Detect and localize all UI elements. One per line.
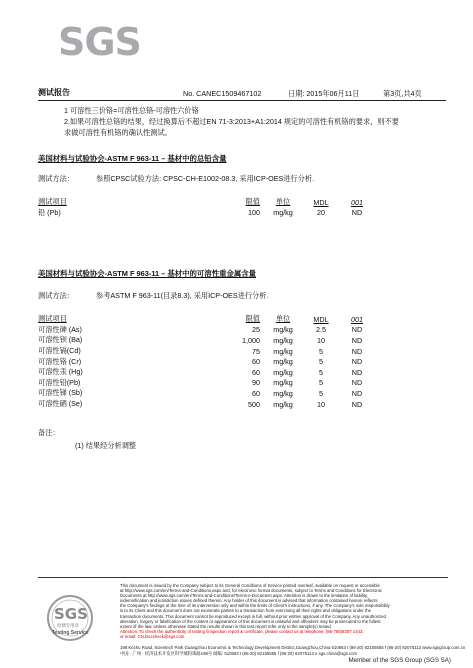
table-row bbox=[38, 367, 378, 378]
col-header-mdl: MDL bbox=[313, 197, 329, 207]
row-item: 铅 (Pb) bbox=[38, 207, 61, 217]
row-mdl: 10 bbox=[317, 335, 325, 345]
table-header-row bbox=[38, 314, 378, 325]
row-mdl: 5 bbox=[319, 346, 323, 356]
disclaimer-line: transaction documents. This document cannot be reproduced except in full, without prior written approval of the Company. Any unauthorized bbox=[120, 613, 386, 619]
row-mdl: 2.5 bbox=[316, 325, 326, 335]
row-mdl: 5 bbox=[319, 367, 323, 377]
row-item: 可溶性铬 (Cr) bbox=[38, 356, 82, 366]
row-unit: mg/kg bbox=[273, 357, 293, 367]
col-header-result: 001 bbox=[351, 197, 363, 207]
note-line-1: 1 可溶性三价铬=可溶性总铬-可溶性六价铬 bbox=[64, 106, 199, 115]
row-limit: 60 bbox=[252, 357, 260, 367]
row-mdl: 5 bbox=[319, 378, 323, 388]
row-result: ND bbox=[351, 367, 363, 377]
disclaimer-line: at http://www.sgs.com/en/Terms-and-Conditions.aspx and, for electronic format documents, subject to Terms and Conditions for Electronic bbox=[120, 588, 382, 594]
address-chinese: 中国 · 广州 · 经济技术开发区科学城科珠路198号 邮编: 510663 t (86-20) 82155555 f (86-20) 82075113 e sgs.china@sgs.com bbox=[120, 651, 358, 656]
address-english: 198 Kezhu Road, Scientech Park Guangzhou Economic & Technology Development District,Guangzhou,China 510663 t (86-20) 82155555 f (86-20) 82075113 www.sgsgroup.com.cn bbox=[120, 645, 466, 650]
row-unit: mg/kg bbox=[273, 208, 293, 218]
row-result: ND bbox=[351, 388, 363, 398]
row-item: 可溶性镉(Cd) bbox=[38, 346, 81, 356]
disclaimer-line: the Company's findings at the time of its intervention only and within the limits of Client's instructions, if any. The Company's sole responsibility bbox=[120, 603, 390, 609]
col-header-item: 测试项目 bbox=[38, 314, 67, 324]
table-row bbox=[38, 208, 378, 219]
row-unit: mg/kg bbox=[273, 378, 293, 388]
row-item: 可溶性硒 (Se) bbox=[38, 399, 83, 409]
row-limit: 25 bbox=[252, 325, 260, 335]
row-item: 可溶性锑 (Sb) bbox=[38, 388, 83, 398]
note-line-2: 2.如果可溶性总铬的结果，经过换算后不超过EN 71-3:2013+A1:2014 规定的可溶性有机铬的要求，则不要 bbox=[64, 117, 399, 126]
seal-text: SGS bbox=[54, 605, 88, 623]
report-number: No. CANEC1509467102 bbox=[183, 89, 262, 98]
section2-method-label: 测试方法： bbox=[38, 291, 74, 300]
row-unit: mg/kg bbox=[273, 335, 293, 345]
note-line-3: 求做可溶性有机铬的确认性测试。 bbox=[64, 128, 172, 137]
row-unit: mg/kg bbox=[273, 399, 293, 409]
row-limit: 90 bbox=[252, 378, 260, 388]
section1-heading: 美国材料与试验协会-ASTM F 963-11 – 基材中的总铅含量 bbox=[38, 154, 227, 163]
row-mdl: 20 bbox=[317, 208, 325, 218]
row-mdl: 10 bbox=[317, 399, 325, 409]
row-limit: 75 bbox=[252, 346, 260, 356]
section1-method-text: 参照CPSC试验方法: CPSC-CH-E1002-08.3, 采用ICP-OES进行分析. bbox=[96, 174, 315, 183]
section1-results-table bbox=[38, 197, 378, 218]
sgs-logo-text: SGS bbox=[58, 20, 141, 64]
row-result: ND bbox=[351, 357, 363, 367]
row-result: ND bbox=[351, 335, 363, 345]
report-date: 日期: 2015年06月11日 bbox=[288, 89, 360, 98]
row-unit: mg/kg bbox=[273, 388, 293, 398]
legal-disclaimer bbox=[120, 583, 450, 639]
row-item: 可溶性砷 (As) bbox=[38, 324, 82, 334]
section2-results-table bbox=[38, 314, 378, 409]
row-mdl: 5 bbox=[319, 357, 323, 367]
col-header-unit: 单位 bbox=[275, 314, 291, 324]
disclaimer-line: This document is issued by the Company subject to its General Conditions of Service printed overleaf, available on request or accessible bbox=[120, 583, 380, 588]
col-header-mdl: MDL bbox=[313, 314, 329, 324]
remarks-item: (1) 结果经分析调整 bbox=[75, 441, 137, 450]
row-limit: 500 bbox=[248, 399, 260, 409]
seal-caption-cn: 检测专用章 bbox=[57, 623, 79, 628]
table-row bbox=[38, 378, 378, 389]
authenticity-email: or email: CN.Doccheck@sgs.com bbox=[120, 633, 185, 639]
table-row bbox=[38, 388, 378, 399]
table-row bbox=[38, 335, 378, 346]
page-indicator: 第3页,共4页 bbox=[383, 89, 422, 98]
seal-caption-en: Testing Service bbox=[52, 630, 89, 636]
row-mdl: 5 bbox=[319, 388, 323, 398]
table-row bbox=[38, 399, 378, 410]
table-row bbox=[38, 346, 378, 357]
row-unit: mg/kg bbox=[273, 325, 293, 335]
col-header-result: 001 bbox=[351, 314, 363, 324]
row-unit: mg/kg bbox=[273, 367, 293, 377]
section2-heading: 美国材料与试验协会-ASTM F 963-11 – 基材中的可溶性重金属含量 bbox=[38, 269, 257, 278]
row-item: 可溶性钡 (Ba) bbox=[38, 335, 83, 345]
section1-method-label: 测试方法： bbox=[38, 174, 74, 183]
member-statement: Member of the SGS Group (SGS SA) bbox=[348, 657, 451, 664]
row-item: 可溶性铅(Pb) bbox=[38, 377, 81, 387]
table-header-row bbox=[38, 197, 378, 208]
col-header-limit: 限值 bbox=[245, 314, 260, 324]
testing-seal bbox=[38, 590, 102, 654]
authenticity-notice: Attention: To check the authenticity of testing /inspection report & certificate, please contact us at telephone: (86-755)8307 1443, bbox=[120, 628, 364, 634]
sgs-logo bbox=[58, 20, 141, 64]
disclaimer-line: Documents at http://www.sgs.com/en/Terms-and-Conditions/Terms-e-Document.aspx. Attention is drawn to the limitation of liability, bbox=[120, 593, 369, 599]
header-divider bbox=[38, 100, 446, 101]
row-item: 可溶性汞 (Hg) bbox=[38, 367, 83, 377]
row-limit: 60 bbox=[252, 388, 260, 398]
col-header-limit: 限值 bbox=[245, 197, 260, 207]
footer-divider bbox=[38, 577, 448, 578]
col-header-item: 测试项目 bbox=[38, 197, 67, 207]
row-result: ND bbox=[351, 399, 363, 409]
section2-method-text: 参考ASTM F 963-11(目录8.3), 采用ICP-OES进行分析. bbox=[96, 291, 269, 300]
disclaimer-line: alteration, forgery or falsification of the content or appearance of this document is unlawful and offenders may be prosecuted to the fullest bbox=[120, 618, 381, 624]
row-limit: 1,000 bbox=[242, 335, 260, 345]
table-row bbox=[38, 325, 378, 336]
row-unit: mg/kg bbox=[273, 346, 293, 356]
remarks-label: 备注： bbox=[38, 428, 60, 437]
disclaimer-line: indemnification and jurisdiction issues defined therein. Any holder of this document is advised that information contained hereon reflects bbox=[120, 598, 378, 604]
disclaimer-line: extent of the law. Unless otherwise stated the results shown in this test report refer only to the sample(s) tested. bbox=[120, 623, 332, 629]
report-title: 测试报告 bbox=[38, 88, 70, 97]
row-result: ND bbox=[351, 208, 363, 218]
table-row bbox=[38, 356, 378, 367]
row-result: ND bbox=[351, 378, 363, 388]
row-result: ND bbox=[351, 325, 363, 335]
col-header-unit: 单位 bbox=[275, 197, 291, 207]
row-limit: 60 bbox=[252, 367, 260, 377]
disclaimer-line: is to its Client and this document does not exonerate parties to a transaction from exercising all their rights and obligations under the bbox=[120, 608, 372, 614]
row-limit: 100 bbox=[248, 208, 260, 218]
row-result: ND bbox=[351, 346, 363, 356]
